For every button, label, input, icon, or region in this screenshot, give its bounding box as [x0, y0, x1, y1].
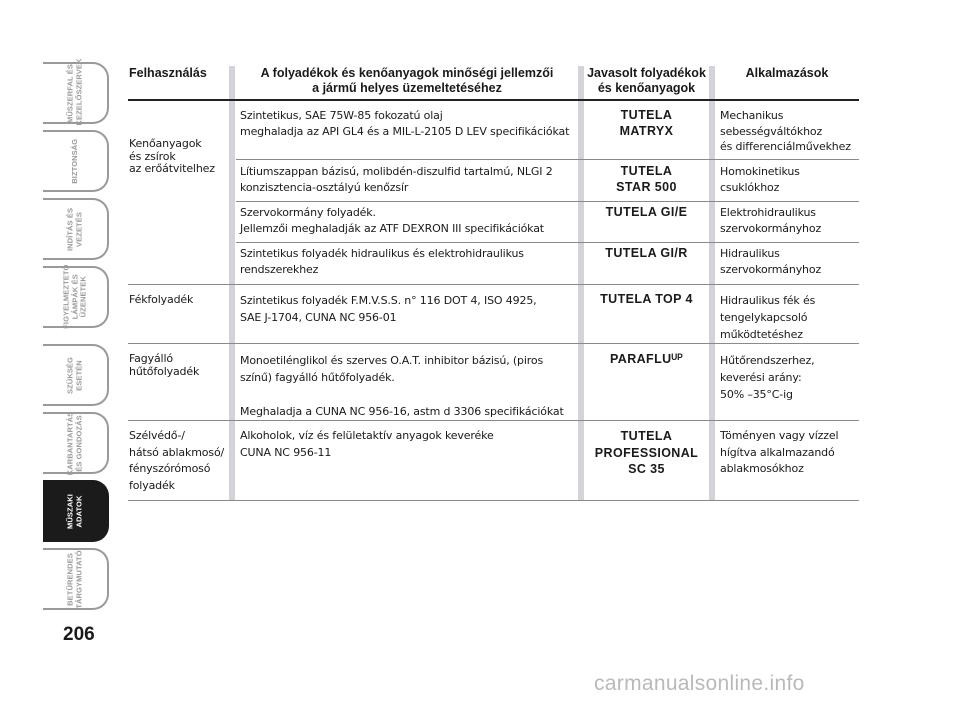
row-divider [236, 159, 859, 160]
characteristics-cell: Lítiumszappan bázisú, molibdén-diszulfid tartalmú, NLGI 2 konzisztencia-osztályú kenőzsír [240, 165, 553, 194]
tab-label: BIZTONSÁG [69, 138, 79, 184]
tab-label: KARBANTARTÁS ÉS GONDOZÁS [65, 411, 83, 475]
application-cell: Hűtőrendszerhez, keverési arány: 50% –35°C-ig [720, 354, 815, 401]
header-recommended: Javasolt folyadékok és kenőanyagok [587, 66, 706, 95]
application-cell: Töményen vagy vízzel hígítva alkalmazandó ablakmosókhoz [720, 429, 839, 475]
tab-label: SZÜKSÉG ESETÉN [65, 356, 83, 394]
application-cell: Hidraulikus szervokormányhoz [720, 247, 822, 276]
product-cell: TUTELA PROFESSIONAL SC 35 [594, 429, 699, 476]
application-cell: Mechanikus sebességváltókhoz és differenciálművekhez [720, 109, 851, 153]
characteristics-cell: Szintetikus folyadék hidraulikus és elektrohidraulikus rendszerekhez [240, 247, 524, 276]
tab-label: BETŰRENDES TÁRGYMUTATÓ [65, 549, 83, 609]
product-cell: TUTELA GI/R [605, 246, 688, 260]
product-cell: PARAFLUᵁᴾ [609, 352, 684, 366]
characteristics-cell: Szintetikus, SAE 75W-85 fokozatú olaj meghaladja az API GL4 és a MIL-L-2105 D LEV specifikációkat [240, 109, 570, 138]
row-divider [128, 420, 859, 421]
header-rule [128, 99, 859, 101]
application-cell: Hidraulikus fék és tengelykapcsoló működtetéshez [720, 294, 816, 341]
row-divider [236, 201, 859, 202]
header-applications: Alkalmazások [745, 66, 829, 80]
tab-targymutato[interactable] [43, 548, 109, 610]
product-cell: TUTELA STAR 500 [616, 164, 677, 194]
tab-karbantartas[interactable] [43, 412, 109, 474]
tab-figyelmezteto[interactable] [43, 266, 109, 328]
characteristics-cell: Alkoholok, víz és felületaktív anyagok keveréke CUNA NC 956-11 [240, 429, 494, 459]
group-brake-fluid: Fékfolyadék [129, 293, 194, 306]
watermark: carmanualsonline.info [594, 672, 805, 695]
tab-label: MŰSZERFAL ÉS KEZELŐSZERVEK [65, 57, 83, 125]
header-characteristics: A folyadékok és kenőanyagok minőségi jellemzői a jármű helyes üzemeltetéséhez [260, 66, 554, 95]
row-divider [236, 242, 859, 243]
page-number: 206 [63, 624, 95, 645]
tab-inditas[interactable] [43, 198, 109, 260]
tab-muszaki-adatok[interactable] [43, 480, 109, 542]
product-cell: TUTELA TOP 4 [600, 292, 693, 306]
application-cell: Homokinetikus csuklókhoz [720, 165, 800, 194]
characteristics-cell: Szintetikus folyadék F.M.V.S.S. n° 116 DOT 4, ISO 4925, SAE J-1704, CUNA NC 956-01 [240, 294, 537, 324]
header-usage: Felhasználás [129, 66, 207, 80]
row-divider [128, 284, 859, 285]
tab-label: INDÍTÁS ÉS VEZETÉS [65, 207, 83, 251]
row-divider [128, 500, 859, 501]
column-separator [229, 66, 235, 500]
tab-szukseg[interactable] [43, 344, 109, 406]
group-lubricants: Kenőanyagok és zsírok az erőátvitelhez [129, 137, 215, 175]
product-cell: TUTELA GI/E [605, 205, 688, 219]
group-antifreeze: Fagyálló hűtőfolyadék [129, 352, 200, 378]
tab-label: FIGYELMEZTETŐ LÁMPÁK ÉS ÜZENETEK [61, 264, 88, 329]
product-cell: TUTELA MATRYX [619, 108, 674, 138]
group-washer-fluid: Szélvédő-/ hátsó ablakmosó/ fényszórómosó folyadék [129, 429, 225, 492]
tab-label: MŰSZAKI ADATOK [65, 493, 83, 529]
tab-muszerfal[interactable] [43, 57, 109, 125]
row-divider [128, 343, 859, 344]
characteristics-cell: Szervokormány folyadék. Jellemzői meghaladják az ATF DEXRON III specifikációkat [240, 206, 544, 235]
tab-biztonsag[interactable] [43, 130, 109, 192]
characteristics-cell: Monoetilénglikol és szerves O.A.T. inhibitor bázisú, (piros színű) fagyálló hűtőfolyadék. Meghaladja a CUNA NC 956-16, astm d 3306 specifikációkat [240, 354, 564, 418]
column-separator [709, 66, 715, 500]
application-cell: Elektrohidraulikus szervokormányhoz [720, 206, 822, 235]
